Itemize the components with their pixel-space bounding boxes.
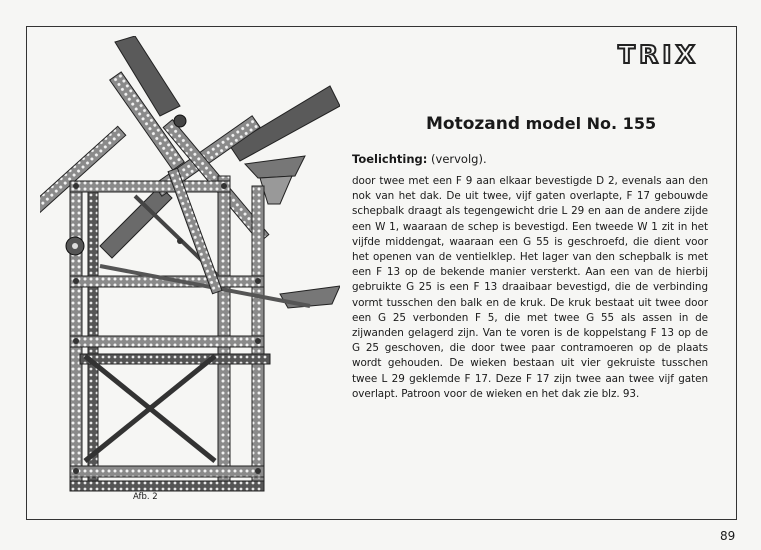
windmill-model-illustration [40,36,340,506]
subheading [352,152,487,166]
brand-logo: TRIX [618,40,699,69]
body-paragraph: door twee met een F 9 aan elkaar bevestigde D 2, evenals aan den nok van het dak. De uit twee, vijf gaten overlapte, F 17 gebouwde schepbalk draagt als tegengewicht drie L 29 en aan de andere zijde een W 1, waaraan de schep is bevestigd. Een tweede W 1 zit in het vijfde middengat, waaraan een G 55 is geschroefd, die dient voor het openen van de ventielklep. Het lager van den schepbalk is met een F 13 op de bekende manier versterkt. Aan een van de hierbij gebruikte G 25 is een F 13 draaibaar bevestigd, die de verbinding vormt tusschen den balk en de kruk. De kruk bestaat uit twee door een G 25 verbonden F 5, die met twee G 55 als assen in de zijwanden gelagerd zijn. Van te voren is de koppelstang F 13 op de G 25 geschoven, die door twee paar contramoeren op de plaats wordt gehouden. De wieken bestaan uit vier gekruiste tusschen twee L 29 geklemde F 17. Deze F 17 zijn twee aan twee vijf gaten overlapt. Patroon voor de wieken en het dak zie blz. 93. [352,175,708,400]
subhead-note: (vervolg). [431,152,487,166]
subhead-label: Toelichting: [352,152,428,166]
title-model: model No. 155 [525,114,657,133]
tower-posts [70,176,264,491]
page-number: 89 [720,529,736,543]
title-name: Motozand [426,114,521,134]
figure-caption: Afb. 2 [133,492,158,502]
page-title [426,114,656,134]
